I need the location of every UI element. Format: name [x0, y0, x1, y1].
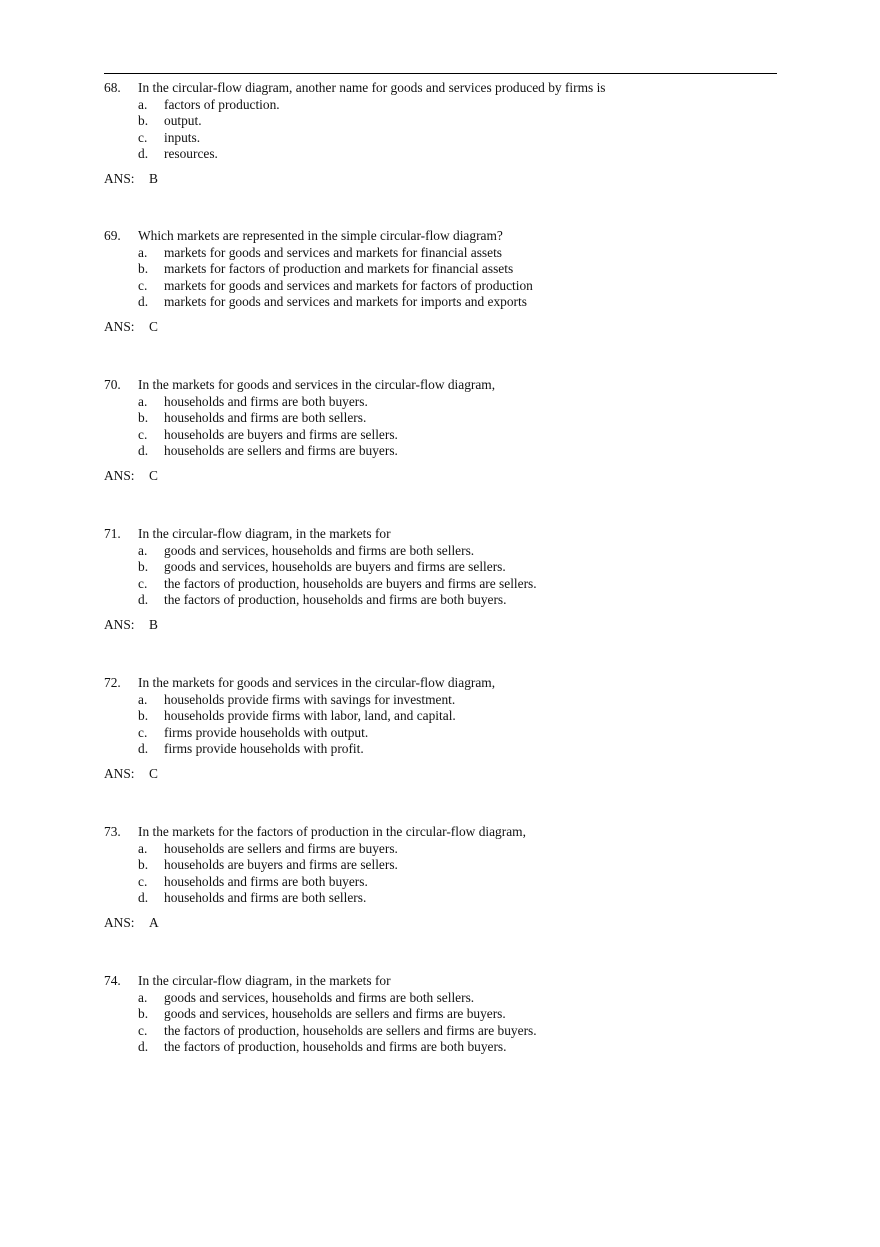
question-72	[104, 675, 784, 783]
option-b	[104, 410, 784, 427]
option-d	[104, 890, 784, 907]
option-letter: d.	[138, 592, 149, 608]
option-text: factors of production.	[164, 96, 280, 112]
option-letter: c.	[138, 426, 148, 442]
option-letter: c.	[138, 1022, 148, 1038]
option-letter: d.	[138, 1039, 149, 1055]
option-c	[104, 427, 784, 444]
answer-line	[104, 766, 784, 783]
option-letter: a.	[138, 244, 148, 260]
option-letter: c.	[138, 724, 148, 740]
question-header	[104, 228, 784, 245]
question-stem: In the markets for goods and services in the circular-flow diagram,	[138, 377, 496, 392]
answer-line	[104, 171, 784, 188]
option-d	[104, 294, 784, 311]
option-letter: c.	[138, 277, 148, 293]
top-rule-divider	[104, 73, 777, 74]
option-text: households and firms are both sellers.	[164, 890, 367, 906]
answer-value: C	[149, 319, 158, 335]
option-c	[104, 278, 784, 295]
question-header	[104, 973, 784, 990]
option-text: households provide firms with savings for investment.	[164, 691, 456, 707]
option-b	[104, 708, 784, 725]
question-74	[104, 973, 784, 1056]
option-letter: a.	[138, 542, 148, 558]
option-text: households and firms are both buyers.	[164, 393, 368, 409]
answer-label: ANS:	[104, 171, 135, 187]
answer-label: ANS:	[104, 617, 135, 633]
option-letter: a.	[138, 96, 148, 112]
option-a	[104, 841, 784, 858]
option-text: households are sellers and firms are buyers.	[164, 443, 398, 459]
question-header	[104, 526, 784, 543]
option-d	[104, 1039, 784, 1056]
option-text: inputs.	[164, 129, 201, 145]
question-number: 72.	[104, 675, 121, 690]
question-header	[104, 377, 784, 394]
question-number: 73.	[104, 824, 121, 839]
option-a	[104, 692, 784, 709]
option-c	[104, 725, 784, 742]
option-d	[104, 741, 784, 758]
option-text: households and firms are both sellers.	[164, 410, 367, 426]
option-text: the factors of production, households are buyers and firms are sellers.	[164, 575, 537, 591]
option-letter: b.	[138, 708, 149, 724]
answer-line	[104, 319, 784, 336]
option-a	[104, 990, 784, 1007]
question-number: 70.	[104, 377, 121, 392]
question-number: 68.	[104, 80, 121, 95]
option-text: goods and services, households are sellers and firms are buyers.	[164, 1006, 506, 1022]
question-stem: In the circular-flow diagram, in the markets for	[138, 526, 391, 541]
option-a	[104, 543, 784, 560]
question-number: 71.	[104, 526, 121, 541]
option-letter: d.	[138, 294, 149, 310]
option-text: goods and services, households are buyers and firms are sellers.	[164, 559, 506, 575]
option-a	[104, 245, 784, 262]
option-letter: d.	[138, 443, 149, 459]
question-68	[104, 80, 784, 188]
option-letter: b.	[138, 559, 149, 575]
answer-value: B	[149, 617, 158, 633]
option-text: the factors of production, households are sellers and firms are buyers.	[164, 1022, 537, 1038]
option-letter: c.	[138, 873, 148, 889]
option-letter: d.	[138, 741, 149, 757]
option-letter: a.	[138, 691, 148, 707]
option-letter: a.	[138, 840, 148, 856]
option-text: goods and services, households and firms are both sellers.	[164, 542, 475, 558]
option-b	[104, 559, 784, 576]
option-text: markets for factors of production and markets for financial assets	[164, 261, 514, 277]
option-text: the factors of production, households and firms are both buyers.	[164, 1039, 507, 1055]
option-letter: a.	[138, 393, 148, 409]
option-text: households are sellers and firms are buyers.	[164, 840, 398, 856]
option-letter: b.	[138, 857, 149, 873]
option-b	[104, 261, 784, 278]
option-letter: d.	[138, 890, 149, 906]
answer-value: C	[149, 766, 158, 782]
option-letter: a.	[138, 989, 148, 1005]
option-letter: d.	[138, 146, 149, 162]
question-69	[104, 228, 784, 336]
option-text: markets for goods and services and markets for financial assets	[164, 244, 503, 260]
answer-label: ANS:	[104, 915, 135, 931]
question-number: 69.	[104, 228, 121, 243]
option-letter: b.	[138, 261, 149, 277]
answer-value: B	[149, 171, 158, 187]
answer-label: ANS:	[104, 766, 135, 782]
option-letter: b.	[138, 410, 149, 426]
option-b	[104, 1006, 784, 1023]
option-b	[104, 113, 784, 130]
option-text: the factors of production, households and firms are both buyers.	[164, 592, 507, 608]
question-stem: In the markets for the factors of production in the circular-flow diagram,	[138, 824, 526, 839]
option-text: markets for goods and services and markets for factors of production	[164, 277, 533, 293]
option-text: households and firms are both buyers.	[164, 873, 368, 889]
option-c	[104, 874, 784, 891]
answer-line	[104, 617, 784, 634]
option-text: markets for goods and services and markets for imports and exports	[164, 294, 527, 310]
answer-label: ANS:	[104, 468, 135, 484]
option-d	[104, 146, 784, 163]
answer-label: ANS:	[104, 319, 135, 335]
option-text: households are buyers and firms are sellers.	[164, 426, 398, 442]
option-text: firms provide households with profit.	[164, 741, 364, 757]
option-d	[104, 592, 784, 609]
option-text: firms provide households with output.	[164, 724, 369, 740]
question-number: 74.	[104, 973, 121, 988]
question-70	[104, 377, 784, 485]
answer-value: C	[149, 468, 158, 484]
option-text: resources.	[164, 146, 218, 162]
question-stem: In the markets for goods and services in the circular-flow diagram,	[138, 675, 496, 690]
option-c	[104, 1023, 784, 1040]
option-text: households provide firms with labor, land, and capital.	[164, 708, 456, 724]
option-letter: c.	[138, 575, 148, 591]
question-header	[104, 675, 784, 692]
option-b	[104, 857, 784, 874]
option-text: output.	[164, 113, 202, 129]
option-a	[104, 394, 784, 411]
option-c	[104, 130, 784, 147]
option-letter: c.	[138, 129, 148, 145]
option-letter: b.	[138, 1006, 149, 1022]
question-header	[104, 824, 784, 841]
option-c	[104, 576, 784, 593]
question-71	[104, 526, 784, 634]
question-stem: In the circular-flow diagram, in the markets for	[138, 973, 391, 988]
option-letter: b.	[138, 113, 149, 129]
answer-line	[104, 468, 784, 485]
question-stem: Which markets are represented in the simple circular-flow diagram?	[138, 228, 503, 243]
option-text: goods and services, households and firms are both sellers.	[164, 989, 475, 1005]
answer-line	[104, 915, 784, 932]
option-a	[104, 97, 784, 114]
answer-value: A	[149, 915, 159, 931]
option-text: households are buyers and firms are sellers.	[164, 857, 398, 873]
option-d	[104, 443, 784, 460]
question-stem: In the circular-flow diagram, another name for goods and services produced by firms is	[138, 80, 606, 95]
question-header	[104, 80, 784, 97]
question-73	[104, 824, 784, 932]
